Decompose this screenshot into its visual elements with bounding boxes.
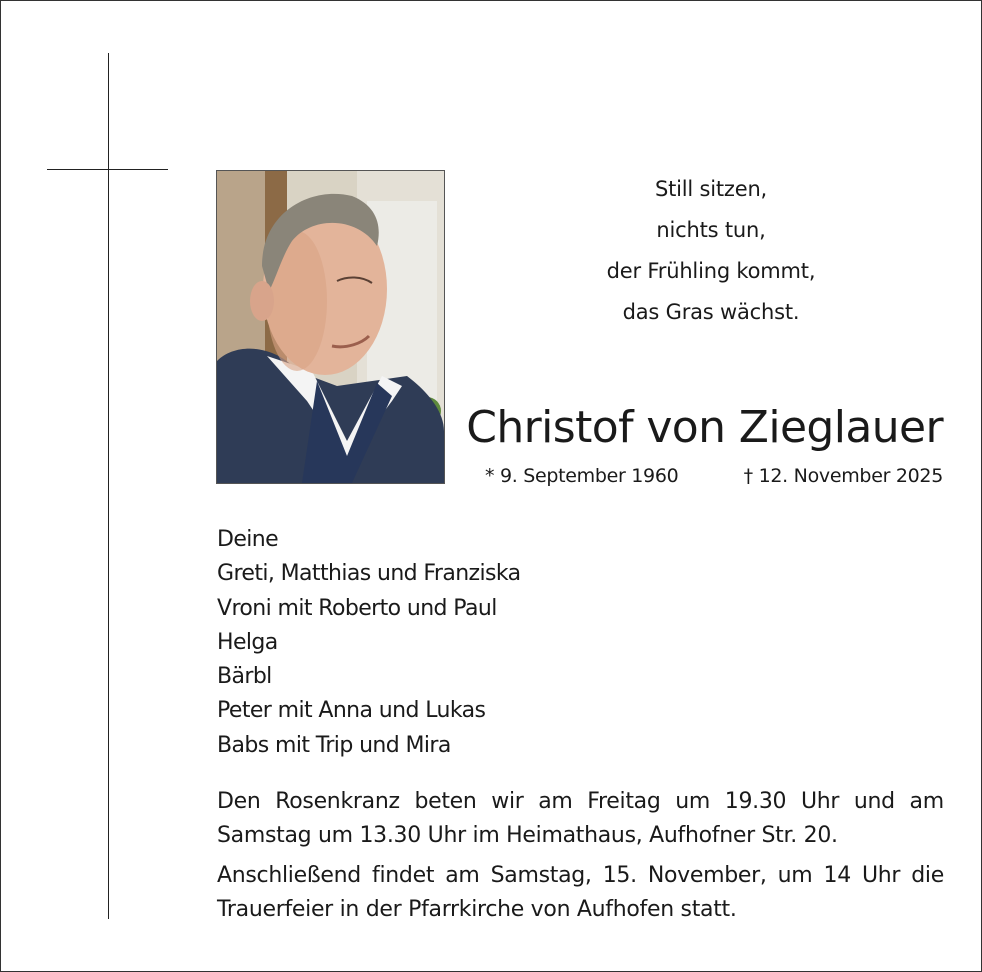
- word: am: [445, 863, 480, 888]
- word: und: [853, 789, 895, 814]
- funeral-line-2: Trauerfeier in der Pfarrkirche von Aufhofen statt.: [217, 897, 737, 922]
- word: 15.: [602, 863, 637, 888]
- portrait-photo: [216, 170, 445, 484]
- word: 14: [823, 863, 851, 888]
- rosary-line-1: [217, 785, 944, 819]
- rosary-line-2: Samstag um 13.30 Uhr im Heimathaus, Aufhofner Str. 20.: [217, 823, 838, 848]
- poem-line: Still sitzen,: [654, 177, 768, 201]
- birth-date: * 9. September 1960: [485, 465, 679, 487]
- word: findet: [372, 863, 435, 888]
- word: um: [675, 789, 711, 814]
- family-line: Greti, Matthias und Franziska: [217, 561, 521, 587]
- funeral-line-1: [217, 859, 944, 893]
- family-line: Vroni mit Roberto und Paul: [217, 595, 497, 621]
- word: 19.30: [724, 789, 787, 814]
- word: November,: [647, 863, 767, 888]
- family-line: Peter mit Anna und Lukas: [217, 698, 486, 724]
- family-line: Babs mit Trip und Mira: [217, 732, 451, 758]
- cross-icon-horizontal: [47, 169, 168, 170]
- funeral-announcement: [217, 859, 944, 927]
- word: Freitag: [587, 789, 661, 814]
- family-line: Bärbl: [217, 664, 272, 690]
- family-line: Deine: [217, 527, 279, 552]
- poem: [561, 169, 861, 333]
- poem-line: nichts tun,: [656, 218, 766, 242]
- word: um: [777, 863, 813, 888]
- word: Anschließend: [217, 863, 361, 888]
- word: die: [911, 863, 944, 888]
- family-line: Helga: [217, 629, 278, 655]
- word: Uhr: [800, 789, 840, 814]
- word: Den: [217, 789, 261, 814]
- word: Rosenkranz: [275, 789, 400, 814]
- family-list: [217, 523, 521, 763]
- word: am: [538, 789, 573, 814]
- deceased-name: Christof von Zieglauer: [466, 402, 943, 453]
- cross-icon-vertical: [108, 53, 109, 919]
- word: Samstag,: [490, 863, 592, 888]
- word: beten: [414, 789, 477, 814]
- word: am: [909, 789, 944, 814]
- word: wir: [491, 789, 524, 814]
- death-date: † 12. November 2025: [743, 465, 943, 487]
- poem-line: das Gras wächst.: [622, 300, 800, 324]
- word: Uhr: [861, 863, 901, 888]
- rosary-announcement: [217, 785, 944, 853]
- poem-line: der Frühling kommt,: [606, 259, 816, 283]
